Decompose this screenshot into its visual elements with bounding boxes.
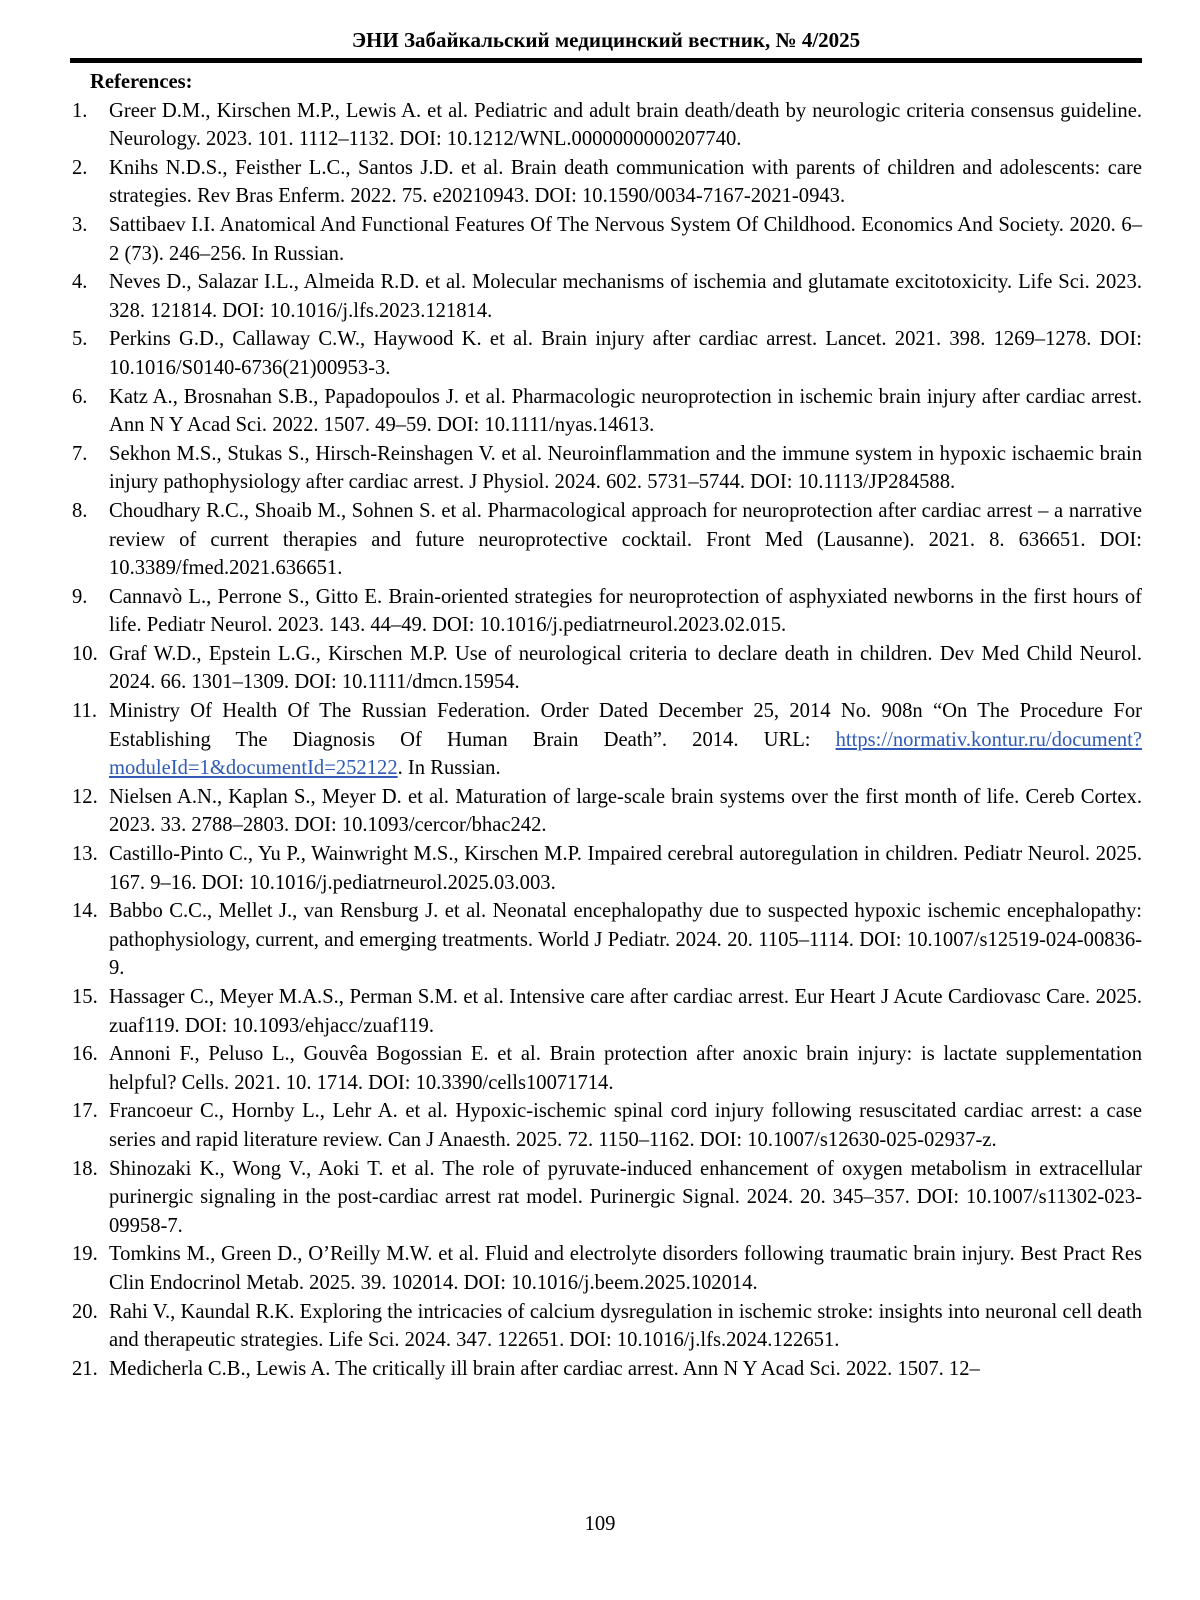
reference-item: [72, 97, 1142, 154]
journal-header: ЭНИ Забайкальский медицинский вестник, № 4/2025: [351, 28, 861, 52]
reference-item: [72, 983, 1142, 1040]
reference-number: 2.: [72, 156, 88, 179]
reference-item: [72, 383, 1142, 440]
reference-number: 6.: [72, 385, 88, 408]
reference-text: Graf W.D., Epstein L.G., Kirschen M.P. Use of neurological criteria to declare death in children. Dev Med Child Neurol. 2024. 66. 1301–1309. DOI: 10.1111/dmcn.15954.: [109, 642, 1142, 694]
reference-item: [72, 1240, 1142, 1297]
reference-number: 19.: [72, 1243, 98, 1266]
reference-text: Tomkins M., Green D., O’Reilly M.W. et al. Fluid and electrolyte disorders following traumatic brain injury. Best Pract Res Clin Endocrinol Metab. 2025. 39. 102014. DOI: 10.1016/j.beem.2025.102014.: [109, 1243, 1142, 1294]
reference-item: [72, 440, 1142, 497]
reference-item: [72, 840, 1142, 897]
reference-item: [72, 1355, 1142, 1384]
reference-number: 15.: [72, 986, 98, 1008]
reference-item: [72, 1040, 1142, 1097]
reference-number: 14.: [72, 900, 98, 923]
reference-item: [72, 154, 1142, 211]
reference-item: [72, 1298, 1142, 1355]
reference-text: Greer D.M., Kirschen M.P., Lewis A. et al. Pediatric and adult brain death/death by neurologic criteria consensus guideline. Neurology. 2023. 101. 1112–1132. DOI: 10.1212/WNL.0000000000207740.: [109, 99, 1142, 151]
reference-text: Perkins G.D., Callaway C.W., Haywood K. et al. Brain injury after cardiac arrest. Lancet. 2021. 398. 1269–1278. DOI: 10.1016/S0140-6736(21)00953-3.: [109, 328, 1142, 379]
reference-text: Nielsen A.N., Kaplan S., Meyer D. et al. Maturation of large-scale brain systems over the first month of life. Cereb Cortex. 2023. 33. 2788–2803. DOI: 10.1093/cercor/bhac242.: [109, 785, 1142, 837]
reference-text: Shinozaki K., Wong V., Aoki T. et al. The role of pyruvate-induced enhancement of oxygen metabolism in extracellular purinergic signaling in the post-cardiac arrest rat model. Purinergic Signal. 2024. 20. 345–357. DOI: 10.1007/s11302-023-09958-7.: [109, 1157, 1142, 1237]
reference-number: 7.: [72, 442, 88, 465]
reference-number: 16.: [72, 1043, 98, 1066]
reference-number: 17.: [72, 1100, 98, 1123]
reference-item: [72, 1155, 1142, 1241]
reference-item: [72, 897, 1142, 983]
reference-item: [72, 497, 1142, 583]
reference-text: Katz A., Brosnahan S.B., Papadopoulos J. et al. Pharmacologic neuroprotection in ischemic brain injury after cardiac arrest. Ann N Y Acad Sci. 2022. 1507. 49–59. DOI: 10.1111/nyas.14613.: [109, 385, 1142, 437]
reference-number: 9.: [72, 585, 88, 608]
reference-text: Medicherla C.B., Lewis A. The critically ill brain after cardiac arrest. Ann N Y Acad Sci. 2022. 1507. 12–: [109, 1357, 980, 1380]
reference-number: 20.: [72, 1300, 98, 1323]
references-heading: References:: [90, 71, 193, 93]
reference-text: [109, 697, 1142, 783]
reference-text: Hassager C., Meyer M.A.S., Perman S.M. et al. Intensive care after cardiac arrest. Eur Heart J Acute Cardiovasc Care. 2025. zuaf119. DOI: 10.1093/ehjacc/zuaf119.: [109, 986, 1142, 1037]
reference-number: 13.: [72, 843, 98, 866]
reference-number: 5.: [72, 328, 88, 351]
reference-number: 18.: [72, 1157, 98, 1180]
reference-number: 8.: [72, 499, 88, 522]
reference-text: Sattibaev I.I. Anatomical And Functional Features Of The Nervous System Of Childhood. Economics And Society. 2020. 6–2 (73). 246–256. In Russian.: [109, 213, 1142, 265]
reference-number: 4.: [72, 271, 88, 294]
reference-number: 10.: [72, 642, 98, 665]
header-divider: [70, 58, 1142, 63]
reference-item: [72, 325, 1142, 382]
reference-item: [72, 783, 1142, 840]
reference-number: 1.: [72, 99, 88, 122]
reference-item: [72, 211, 1142, 268]
reference-item: [72, 640, 1142, 697]
reference-number: 11.: [72, 700, 97, 723]
reference-list: [72, 97, 1142, 1384]
reference-text: Rahi V., Kaundal R.K. Exploring the intricacies of calcium dysregulation in ischemic stroke: insights into neuronal cell death and therapeutic strategies. Life Sci. 2024. 347. 122651. DOI: 10.1016/j.lfs.2024.122651.: [109, 1300, 1142, 1352]
page-number: 109: [584, 1513, 616, 1535]
reference-text: Neves D., Salazar I.L., Almeida R.D. et al. Molecular mechanisms of ischemia and glutamate excitotoxicity. Life Sci. 2023. 328. 121814. DOI: 10.1016/j.lfs.2023.121814.: [109, 271, 1142, 322]
reference-text: Castillo-Pinto C., Yu P., Wainwright M.S., Kirschen M.P. Impaired cerebral autoregulation in children. Pediatr Neurol. 2025. 167. 9–16. DOI: 10.1016/j.pediatrneurol.2025.03.003.: [109, 843, 1142, 894]
reference-text: Babbo C.C., Mellet J., van Rensburg J. et al. Neonatal encephalopathy due to suspected hypoxic ischemic encephalopathy: pathophysiology, current, and emerging treatments. World J Pediatr. 2024. 20. 1105–1114. DOI: 10.1007/s12519-024-00836-9.: [109, 900, 1142, 980]
reference-number: 3.: [72, 213, 88, 236]
reference-text-part: . In Russian.: [397, 757, 501, 780]
reference-number: 12.: [72, 785, 98, 808]
reference-number: 21.: [72, 1357, 98, 1380]
reference-text: Sekhon M.S., Stukas S., Hirsch-Reinshagen V. et al. Neuroinflammation and the immune system in hypoxic ischaemic brain injury pathophysiology after cardiac arrest. J Physiol. 2024. 602. 5731–5744. DOI: 10.1113/JP284588.: [109, 442, 1142, 494]
reference-url-link[interactable]: https://normativ.kontur.ru/document?moduleId=1&documentId=252122: [109, 728, 1142, 780]
reference-text: Knihs N.D.S., Feisther L.C., Santos J.D. et al. Brain death communication with parents of children and adolescents: care strategies. Rev Bras Enferm. 2022. 75. e20210943. DOI: 10.1590/0034-7167-2021-0943.: [109, 156, 1142, 208]
reference-item: [72, 583, 1142, 640]
reference-item: [72, 268, 1142, 325]
reference-text-part: Ministry Of Health Of The Russian Federation. Order Dated December 25, 2014 No. 908n “On The Procedure For Establishing The Diagnosis Of Human Brain Death”. 2014. URL:: [109, 700, 1142, 751]
references-section: [72, 68, 1142, 1383]
reference-text: Annoni F., Peluso L., Gouvêa Bogossian E. et al. Brain protection after anoxic brain injury: is lactate supplementation helpful? Cells. 2021. 10. 1714. DOI: 10.3390/cells10071714.: [109, 1043, 1142, 1094]
reference-item: [72, 697, 1142, 783]
reference-item: [72, 1097, 1142, 1154]
reference-text: Choudhary R.C., Shoaib M., Sohnen S. et al. Pharmacological approach for neuroprotection after cardiac arrest – a narrative review of current therapies and future neuroprotective cocktail. Front Med (Lausanne). 2021. 8. 636651. DOI: 10.3389/fmed.2021.636651.: [109, 499, 1142, 580]
reference-text: Francoeur C., Hornby L., Lehr A. et al. Hypoxic-ischemic spinal cord injury following resuscitated cardiac arrest: a case series and rapid literature review. Can J Anaesth. 2025. 72. 1150–1162. DOI: 10.1007/s12630-025-02937-z.: [109, 1100, 1142, 1151]
reference-text: Cannavò L., Perrone S., Gitto E. Brain-oriented strategies for neuroprotection of asphyxiated newborns in the first hours of life. Pediatr Neurol. 2023. 143. 44–49. DOI: 10.1016/j.pediatrneurol.2023.02.015.: [109, 585, 1142, 637]
